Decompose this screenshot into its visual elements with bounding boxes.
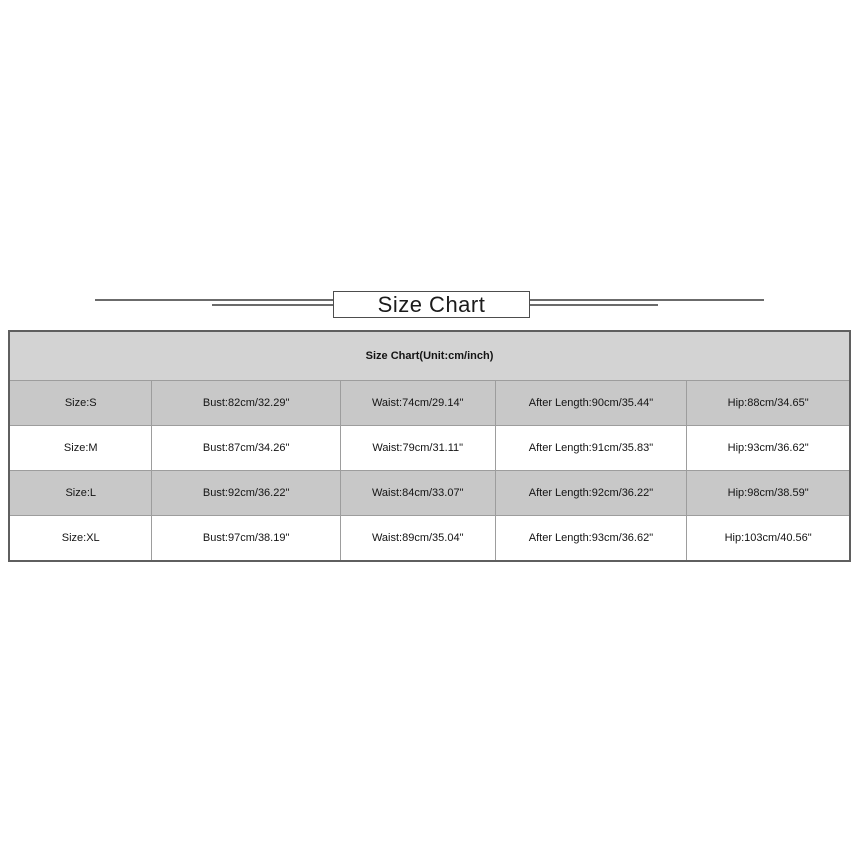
cell-size: Size:L: [9, 471, 152, 516]
cell-size: Size:XL: [9, 516, 152, 561]
divider-line-right-outer: [530, 299, 764, 301]
page-title: Size Chart: [377, 291, 486, 317]
table-header-cell: Size Chart(Unit:cm/inch): [9, 331, 850, 381]
divider-line-left-inner: [212, 304, 333, 306]
table-row-size-l: [9, 471, 850, 516]
cell-bust: Bust:87cm/34.26": [152, 426, 340, 471]
cell-bust: Bust:82cm/32.29": [152, 381, 340, 426]
cell-hip: Hip:93cm/36.62": [687, 426, 850, 471]
table-row-size-m: [9, 426, 850, 471]
divider-line-right-inner: [530, 304, 658, 306]
cell-size: Size:M: [9, 426, 152, 471]
cell-waist: Waist:84cm/33.07": [340, 471, 495, 516]
cell-waist: Waist:74cm/29.14": [340, 381, 495, 426]
cell-hip: Hip:88cm/34.65": [687, 381, 850, 426]
cell-length: After Length:93cm/36.62": [495, 516, 687, 561]
cell-hip: Hip:98cm/38.59": [687, 471, 850, 516]
cell-length: After Length:90cm/35.44": [495, 381, 687, 426]
cell-length: After Length:92cm/36.22": [495, 471, 687, 516]
divider-line-left-outer: [95, 299, 333, 301]
cell-bust: Bust:97cm/38.19": [152, 516, 340, 561]
cell-size: Size:S: [9, 381, 152, 426]
title-banner: [333, 291, 530, 318]
table-row-size-xl: [9, 516, 850, 561]
cell-hip: Hip:103cm/40.56": [687, 516, 850, 561]
cell-length: After Length:91cm/35.83": [495, 426, 687, 471]
cell-waist: Waist:79cm/31.11": [340, 426, 495, 471]
cell-bust: Bust:92cm/36.22": [152, 471, 340, 516]
cell-waist: Waist:89cm/35.04": [340, 516, 495, 561]
size-table: [8, 330, 851, 562]
table-header-row: [9, 331, 850, 381]
table-row-size-s: [9, 381, 850, 426]
